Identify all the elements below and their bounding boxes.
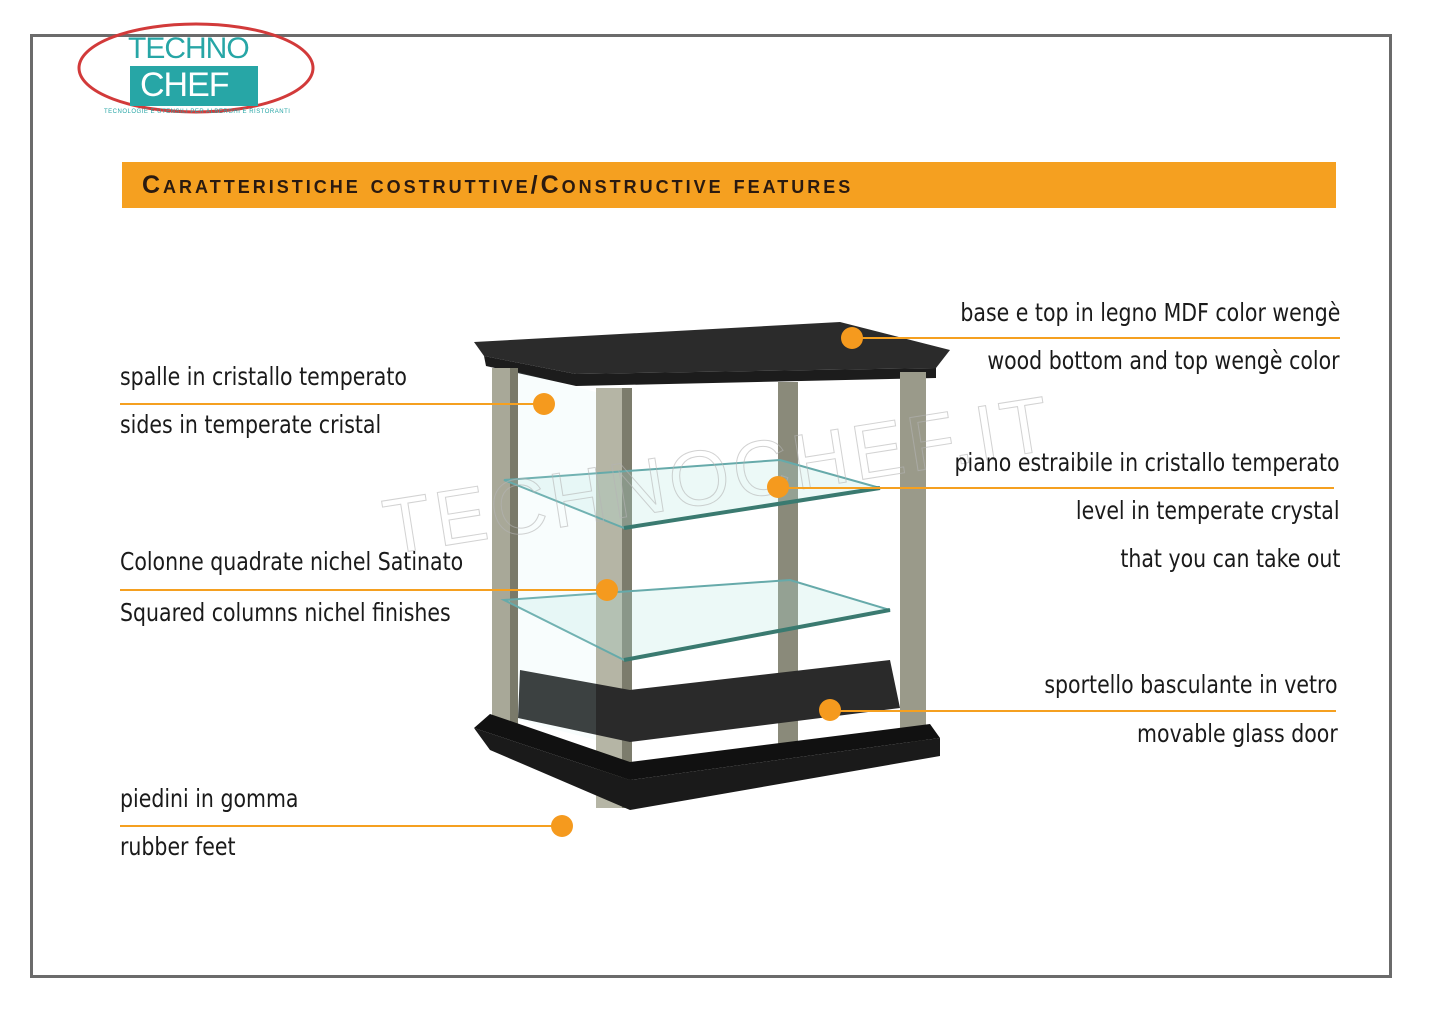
feature-feet-line: [120, 825, 564, 827]
feature-shelf-en2: that you can take out: [1119, 544, 1340, 573]
feature-shelf-it: piano estraibile in cristallo temperato: [954, 448, 1340, 477]
feature-door-line: [830, 710, 1336, 712]
feature-shelf-en1: level in temperate crystal: [1076, 496, 1340, 525]
features-banner: [122, 162, 1336, 208]
feature-door-dot: [819, 699, 841, 721]
feature-columns-dot: [596, 579, 618, 601]
feature-columns-en: Squared columns nichel finishes: [120, 598, 451, 627]
feature-door-it: sportello basculante in vetro: [1044, 670, 1338, 699]
feature-sides-en: sides in temperate cristal: [120, 410, 382, 439]
feature-top-en: wood bottom and top wengè color: [987, 346, 1340, 375]
feature-feet-dot: [551, 815, 573, 837]
feature-shelf-line: [778, 487, 1334, 489]
feature-feet-it: piedini in gomma: [120, 784, 299, 813]
logo-bottom-text: CHEF: [140, 66, 229, 104]
feature-columns-it: Colonne quadrate nichel Satinato: [120, 547, 464, 576]
display-cabinet-illustration: [460, 310, 960, 850]
logo-tagline: TECNOLOGIE E UTENSILI PER ALBERGHI E RISTORANTI: [104, 109, 291, 115]
feature-sides-dot: [533, 393, 555, 415]
feature-sides-line: [120, 403, 546, 405]
banner-title: Caratteristiche costruttive/Constructive features: [142, 171, 854, 199]
feature-feet-en: rubber feet: [120, 832, 236, 861]
logo-top-text: TECHNO: [128, 32, 249, 65]
feature-sides-it: spalle in cristallo temperato: [120, 362, 407, 391]
feature-door-en: movable glass door: [1137, 719, 1338, 748]
feature-columns-line: [120, 589, 608, 591]
feature-shelf-dot: [767, 476, 789, 498]
feature-top-it: base e top in legno MDF color wengè: [960, 298, 1340, 327]
feature-top-dot: [841, 327, 863, 349]
feature-top-line: [852, 337, 1340, 339]
